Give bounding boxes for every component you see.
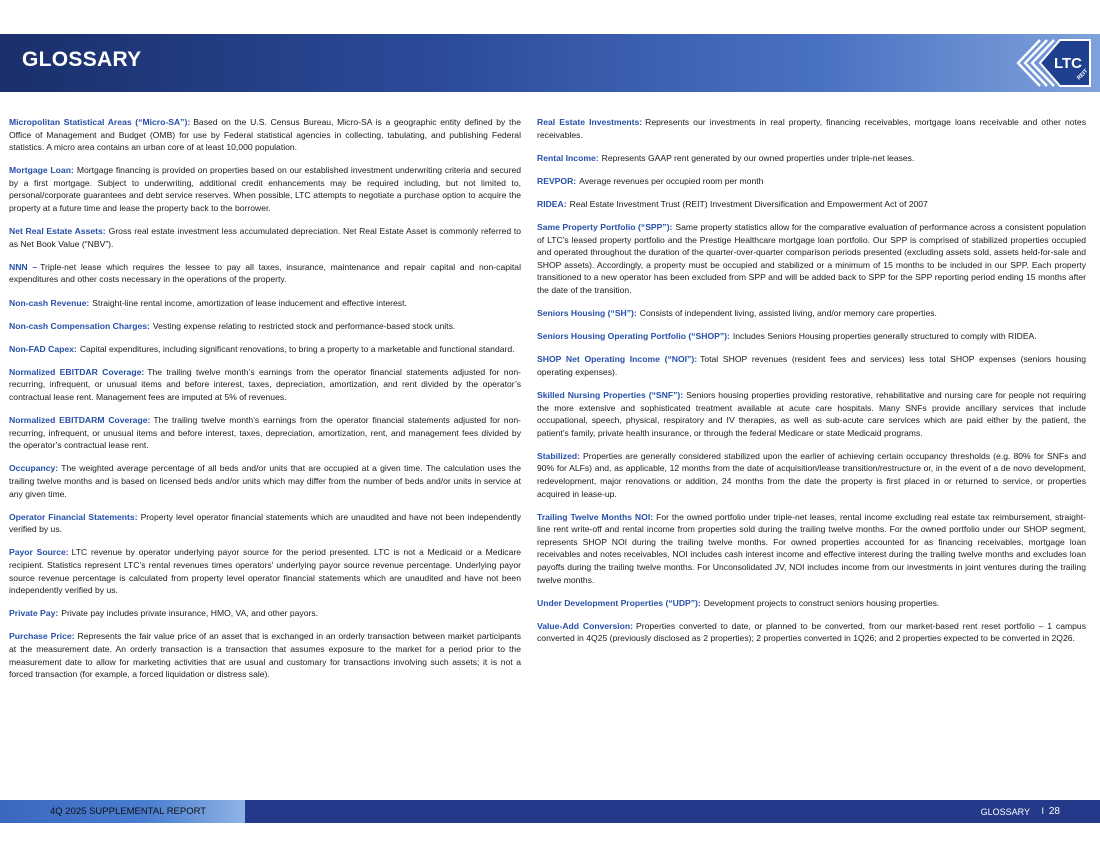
glossary-term: RIDEA: xyxy=(537,198,567,209)
glossary-entry xyxy=(9,297,521,310)
glossary-term: Non-cash Revenue: xyxy=(9,297,90,308)
glossary-entry xyxy=(9,116,521,154)
glossary-term: Normalized EBITDAR Coverage: xyxy=(9,366,145,377)
glossary-definition: Based on the U.S. Census Bureau, Micro-SA is a geographic entity defined by the Office of Management and Budget (OMB) for use by Federal statistical agencies in collecting, tabulating, and publishing Federal statistics. A micro area contains an urban core of at least 10,000 population. xyxy=(9,117,521,153)
glossary-definition: Development projects to construct seniors housing properties. xyxy=(703,597,940,608)
glossary-definition: The trailing twelve month’s earnings from the operator financial statements adjusted for non-recurring, infrequent, or unusual items and before interest, taxes, depreciation, amortization, rent, and management fees divided by the operator’s contractual lease rent. xyxy=(9,415,521,451)
glossary-entry xyxy=(9,462,521,500)
glossary-definition: For the owned portfolio under triple-net leases, rental income excluding real estate tax reimbursement, straight-line rent write-off and rental income from properties sold during the trailing twelve months. For the owned portfolio under our SHOP segment, represents SHOP NOI during the trailing twelve months. For owned properties accounted for as financing receivables, mortgage loan receivables and notes receivables, NOI includes cash interest income and effective interest during the trailing twelve months and excludes loan payoffs during the trailing twelve months. For Unconsolidated JV, NOI includes income from our investments in joint ventures during the trailing twelve months. xyxy=(537,511,1086,585)
glossary-definition: Gross real estate investment less accumulated depreciation. Net Real Estate Asset is commonly referred to as Net Book Value (“NBV”). xyxy=(9,226,521,249)
glossary-definition: Same property statistics allow for the comparative evaluation of performance across a consistent population of LTC’s leased property portfolio and the Prestige Healthcare mortgage loan portfolio. Our SPP is comprised of stabilized properties occupied and operated throughout the duration of the quarter-over-quarter comparison periods presented (excluding assets sold, assets held-for-sale and SHOP assets). Accordingly, a property must be occupied and stabilized or a minimum of 15 months to be included in our SPP. Each property transitioned to a new operator has been excluded from SPP and will be added back to SPP for the SPP reporting period ending 15 months after the date of the transition. xyxy=(537,221,1086,295)
glossary-definition: LTC revenue by operator underlying payor source for the period presented. LTC is not a Medicaid or a Medicare recipient. Statistics represent LTC’s rental revenues times operators’ underlying payor source revenue percentage. Underlying payor source revenue percentage is calculated from property level operator financial statements which are unaudited and have not been independently verified by us. xyxy=(9,547,521,596)
glossary-entry xyxy=(537,620,1086,645)
logo-subtext: REIT xyxy=(1076,68,1090,82)
page-number: 28 xyxy=(1048,806,1060,817)
glossary-entry xyxy=(537,450,1086,500)
glossary-definition: Property level operator financial statements which are unaudited and have not been independently verified by us. xyxy=(9,511,522,535)
glossary-definition: The trailing twelve month’s earnings from the operator financial statements adjusted for non-recurring, infrequent, or unusual items and before interest, taxes, depreciation, amortization, and rent divided by the operator’s contractual lease rent. Management fees are imputed at 5% of revenues. xyxy=(9,366,521,402)
glossary-entry xyxy=(537,330,1086,343)
glossary-term: Value-Add Conversion: xyxy=(537,620,634,631)
footer-section-name: GLOSSARY xyxy=(980,807,1030,817)
glossary-term: Same Property Portfolio (“SPP”): xyxy=(537,221,673,232)
glossary-term: Purchase Price: xyxy=(9,631,75,642)
glossary-entry xyxy=(537,198,1086,211)
glossary-term: Mortgage Loan: xyxy=(9,165,74,176)
glossary-entry xyxy=(537,511,1086,587)
glossary-definition: Total SHOP revenues (resident fees and services) less total SHOP expenses (seniors housing operating expenses). xyxy=(537,354,1086,377)
glossary-definition: Real Estate Investment Trust (REIT) Investment Diversification and Empowerment Act of 2007 xyxy=(569,198,928,209)
glossary-entry xyxy=(9,366,521,404)
glossary-entry xyxy=(9,261,521,286)
ltc-logo xyxy=(994,34,1094,92)
glossary-term: Micropolitan Statistical Areas (“Micro-SA”): xyxy=(9,117,191,127)
glossary-definition: Mortgage financing is provided on properties based on our established investment underwriting criteria and secured by a first mortgage. Subject to underwriting, additional credit enhancements may be required including, but not limited to, personal/corporate guarantees and debt service reserves. When possible, LTC attempts to negotiate a purchase option to acquire the property at a future time and lease the property back to the borrower. xyxy=(9,165,522,214)
glossary-term: Normalized EBITDARM Coverage: xyxy=(9,415,151,426)
footer-bar xyxy=(0,800,1100,823)
glossary-entry xyxy=(537,389,1086,439)
glossary-term: Seniors Housing Operating Portfolio (“SHOP”): xyxy=(537,331,730,342)
glossary-definition: Represents the fair value price of an asset that is exchanged in an orderly transaction between market participants at the measurement date. An orderly transaction is a transaction that assumes exposure to the market for a period prior to the measurement date to allow for marketing activities that are usual and customary for transactions involving such assets; it is not a forced transaction (for example, a forced liquidation or distress sale). xyxy=(9,631,521,680)
glossary-term: Net Real Estate Assets: xyxy=(9,226,106,237)
glossary-term: NNN – xyxy=(9,261,38,272)
glossary-definition: Average revenues per occupied room per month xyxy=(579,175,764,186)
glossary-entry xyxy=(9,225,521,250)
page-title: GLOSSARY xyxy=(22,48,142,71)
glossary-term: Stabilized: xyxy=(537,450,580,461)
glossary-column-left xyxy=(9,116,521,691)
header-bar xyxy=(0,34,1100,92)
footer-report-block xyxy=(0,800,245,823)
glossary-definition: Private pay includes private insurance, HMO, VA, and other payors. xyxy=(61,608,319,619)
glossary-entry xyxy=(537,353,1086,378)
glossary-entry xyxy=(537,175,1086,188)
glossary-term: Rental Income: xyxy=(537,152,599,163)
glossary-term: Real Estate Investments: xyxy=(537,117,643,127)
glossary-definition: Triple-net lease which requires the lessee to pay all taxes, insurance, maintenance and repair capital and non-capital expenditures and other costs necessary in the operations of the property. xyxy=(9,261,521,285)
report-title: 4Q 2025 SUPPLEMENTAL REPORT xyxy=(50,806,207,817)
glossary-term: Operator Financial Statements: xyxy=(9,511,138,522)
glossary-definition: Represents GAAP rent generated by our owned properties under triple-net leases. xyxy=(601,152,915,163)
glossary-definition: Properties are generally considered stabilized upon the earlier of achieving certain occupancy thresholds (e.g. 80% for SNFs and 90% for ALFs) and, as applicable, 12 months from the date of acquisition/lease transition/restructure or, in the event of a de novo development, redevelopment, major renovations or addition, 24 months from the date the property is first placed in or returned to service, or properties acquired in lease-up. xyxy=(537,450,1086,499)
glossary-entry xyxy=(9,343,521,356)
glossary-entry xyxy=(9,630,521,680)
glossary-entry xyxy=(9,607,521,620)
glossary-term: Private Pay: xyxy=(9,608,59,619)
glossary-entry xyxy=(9,414,521,452)
glossary-entry xyxy=(9,164,521,214)
glossary-term: Seniors Housing (“SH”): xyxy=(537,308,637,319)
glossary-definition: Seniors housing properties providing restorative, rehabilitative and nursing care for people not requiring the more extensive and sophisticated treatment available at acute care hospitals. Many SNFs provide ancillary services that include occupational, speech, physical, respiratory and IV therapies, as well as sub-acute care services which are paid either by the patient, the patient’s family, private health insurance, or through the federal Medicare or state Medicaid programs. xyxy=(537,389,1086,438)
glossary-definition: Capital expenditures, including significant renovations, to bring a property to a marketable and functional standard. xyxy=(79,343,515,354)
glossary-term: Non-cash Compensation Charges: xyxy=(9,320,150,331)
glossary-entry xyxy=(9,320,521,333)
glossary-definition: Consists of independent living, assisted living, and/or memory care properties. xyxy=(639,308,937,319)
glossary-term: REVPOR: xyxy=(537,175,577,186)
glossary-term: Skilled Nursing Properties (“SNF”): xyxy=(537,389,684,400)
glossary-definition: Represents our investments in real property, financing receivables, mortgage loans receivable and other notes receivables. xyxy=(537,117,1087,140)
glossary-definition: Vesting expense relating to restricted stock and performance-based stock units. xyxy=(152,320,456,331)
glossary-column-right xyxy=(537,116,1086,656)
logo-text: LTC xyxy=(1053,55,1083,72)
glossary-entry xyxy=(9,546,521,596)
glossary-term: Under Development Properties (“UDP”): xyxy=(537,597,701,608)
glossary-term: Payor Source: xyxy=(9,547,69,558)
glossary-entry xyxy=(9,511,521,536)
glossary-entry xyxy=(537,116,1086,141)
glossary-term: Trailing Twelve Months NOI: xyxy=(537,511,654,522)
glossary-term: Non-FAD Capex: xyxy=(9,343,77,354)
glossary-entry xyxy=(537,307,1086,320)
glossary-definition: The weighted average percentage of all beds and/or units that are occupied at a given time. The calculation uses the trailing twelve months and is based on licensed beds and/or units which may differ from the number of beds and/or units in service at any given time. xyxy=(9,463,521,499)
glossary-entry xyxy=(537,152,1086,165)
glossary-term: SHOP Net Operating Income (“NOI”): xyxy=(537,354,698,365)
glossary-entry xyxy=(537,221,1086,297)
glossary-definition: Straight-line rental income, amortization of lease inducement and effective interest. xyxy=(92,297,407,308)
glossary-definition: Properties converted to date, or planned to be converted, from our market-based rent reset portfolio – 1 campus converted in 4Q25 (previously disclosed as 2 properties); 2 properties converted in 1Q26; and 2 properties expected to be converted in 2Q26. xyxy=(537,620,1086,644)
glossary-term: Occupancy: xyxy=(9,463,59,474)
glossary-entry xyxy=(537,597,1086,610)
glossary-definition: Includes Seniors Housing properties generally structured to comply with RIDEA. xyxy=(732,331,1037,342)
footer-separator: I xyxy=(1041,806,1044,816)
